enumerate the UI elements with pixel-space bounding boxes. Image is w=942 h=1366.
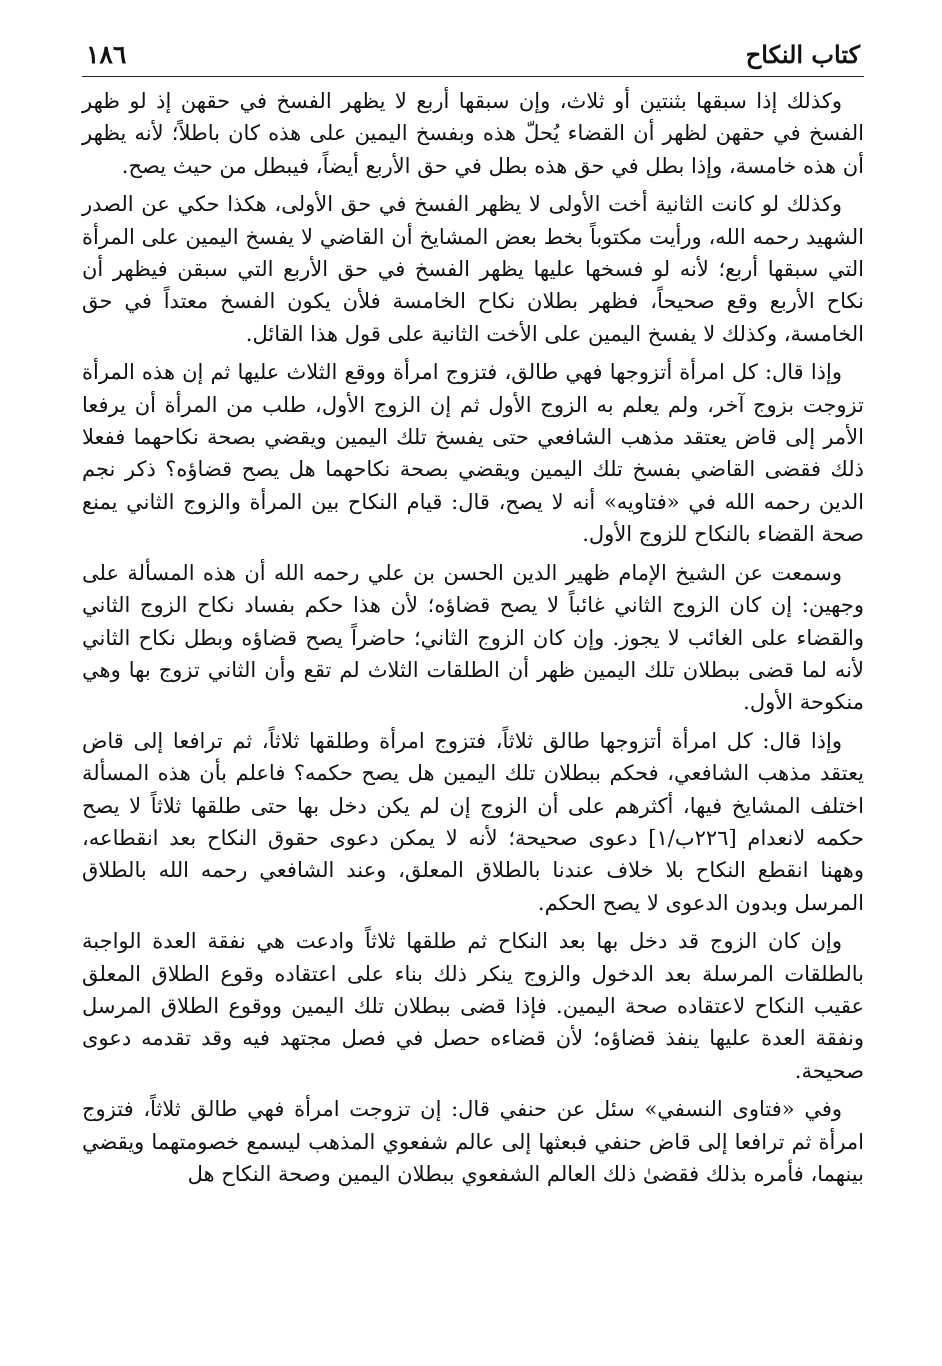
body-text [82,85,864,1190]
paragraph: وإذا قال: كل امرأة أتزوجها طالق ثلاثاً، فتزوج امرأة وطلقها ثلاثاً، ثم ترافعا إلى قاض يعتقد مذهب الشافعي، فحكم ببطلان تلك اليمين هل يصح حكمه؟ فاعلم بأن هذه المسألة اختلف المشايخ فيها، أكثرهم على أن الزوج إن لم يكن دخل بها حتى طلقها ثلاثاً لا يصح حكمه لانعدام [٢٢٦ب/١] دعوى صحيحة؛ لأنه لا يمكن دعوى حقوق النكاح بعد انقطاعه، وههنا انقطع النكاح بلا خلاف عندنا بالطلاق المعلق، وعند الشافعي رحمه الله بالطلاق المرسل وبدون الدعوى لا يصح الحكم. [82,728,864,915]
paragraph: وفي «فتاوى النسفي» سئل عن حنفي قال: إن تزوجت امرأة فهي طالق ثلاثاً، فتزوج امرأة ثم ترافعا إلى قاض حنفي فبعثها إلى عالم شفعوي المذهب ليسمع خصومتهما ويقضي بينهما، فأمره بذلك فقضىٰ ذلك العالم الشفعوي ببطلان اليمين وصحة النكاح هل [82,1097,864,1186]
book-page [82,30,864,1350]
paragraph: وكذلك إذا سبقها بثنتين أو ثلاث، وإن سبقها أربع لا يظهر الفسخ في حقهن إذ لو ظهر الفسخ في حقهن لظهر أن القضاء يُحلّ هذه وبفسخ اليمين على هذه كان باطلاً؛ لأنه يظهر أن هذه خامسة، وإذا بطل في حق هذه بطل في حق الأربع أيضاً، فيبطل من حيث يصح. [82,89,864,178]
chapter-title: كتاب النكاح [745,40,860,69]
paragraph: وإن كان الزوج قد دخل بها بعد النكاح ثم طلقها ثلاثاً وادعت هي نفقة العدة الواجبة بالطلقات المرسلة بعد الدخول والزوج ينكر ذلك بناء على اعتقاده وقوع الطلاق المعلق عقيب النكاح لاعتقاده صحة اليمين. فإذا قضى ببطلان تلك اليمين ووقوع الطلاق المرسل ونفقة العدة عليها ينفذ قضاؤه؛ لأن قضاءه حصل في فصل مجتهد فيه وقد تقدمه دعوى صحيحة. [82,929,864,1083]
paragraph: وكذلك لو كانت الثانية أخت الأولى لا يظهر الفسخ في حق الأولى، هكذا حكي عن الصدر الشهيد رحمه الله، ورأيت مكتوباً بخط بعض المشايخ أن القاضي لا يفسخ اليمين على المرأة التي سبقها أربع؛ لأنه لو فسخها عليها يظهر الفسخ في حق الأربع التي سبقن فيظهر أن نكاح الأربع وقع صحيحاً، فظهر بطلان نكاح الخامسة فلأن يكون الفسخ معتداً في حق الخامسة، وكذلك لا يفسخ اليمين على الأخت الثانية على قول هذا القائل. [82,192,864,346]
page-number: ١٨٦ [86,40,127,69]
paragraph: وإذا قال: كل امرأة أتزوجها فهي طالق، فتزوج امرأة ووقع الثلاث عليها ثم إن هذه المرأة تزوجت بزوج آخر، ولم يعلم به الزوج الأول ثم إن الزوج الأول، طلب من المرأة أن يرفعا الأمر إلى قاض يعتقد مذهب الشافعي حتى يفسخ تلك اليمين ويقضي بصحة نكاحهما ففعلا ذلك فقضى القاضي بفسخ تلك اليمين ويقضي بصحة نكاحهما هل يصح قضاؤه؟ ذكر نجم الدين رحمه الله في «فتاويه» أنه لا يصح، قال: قيام النكاح بين المرأة والزوج الثاني يمنع صحة القضاء بالنكاح للزوج الأول. [82,360,864,547]
running-header [82,30,864,77]
paragraph: وسمعت عن الشيخ الإمام ظهير الدين الحسن بن علي رحمه الله أن هذه المسألة على وجهين: إن كان الزوج الثاني غائباً لا يصح قضاؤه؛ لأن هذا حكم بفساد نكاح الزوج الثاني والقضاء على الغائب لا يجوز. وإن كان الزوج الثاني؛ حاضراً يصح قضاؤه وبطل نكاح الثاني لأنه لما قضى ببطلان تلك اليمين ظهر أن الطلقات الثلاث لم تقع وأن الثاني تزوج بها وهي منكوحة الأول. [82,560,864,715]
